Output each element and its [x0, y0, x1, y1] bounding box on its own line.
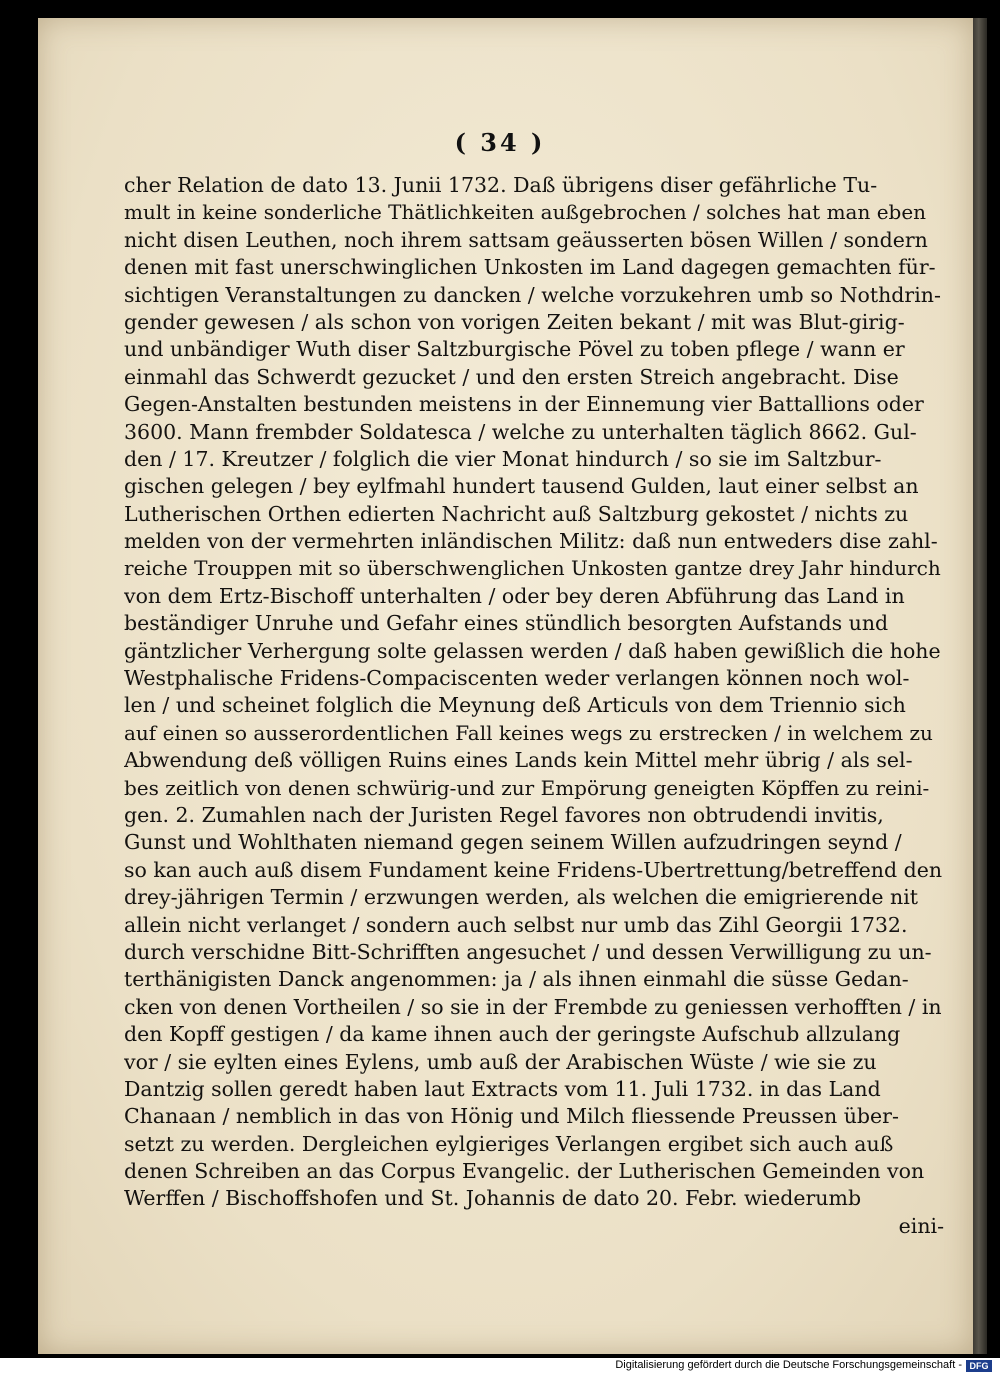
text-line: denen mit fast unerschwinglichen Unkosten im Land dagegen gemachten für- — [124, 255, 936, 280]
text-line: den / 17. Kreutzer / folglich die vier Monat hindurch / so sie im Saltzbur- — [124, 446, 882, 471]
footer-bar — [0, 1358, 1000, 1375]
text-line: gender gewesen / als schon von vorigen Zeiten bekant / mit was Blut-girig- — [124, 309, 905, 334]
text-line: drey-jährigen Termin / erzwungen werden, als welchen die emigrierende nit — [124, 885, 919, 910]
text-line: Gegen-Anstalten bestunden meistens in der Einnemung vier Battallions oder — [124, 392, 924, 417]
page-edge — [973, 18, 987, 1354]
text-line: terthänigisten Danck angenommen: ja / als ihnen einmahl die süsse Gedan- — [124, 967, 909, 992]
text-line: Westphalische Fridens-Compaciscenten weder verlangen können noch wol- — [124, 666, 910, 691]
text-line: auf einen so ausserordentlichen Fall keines wegs zu erstrecken / in welchem zu — [124, 720, 933, 745]
dfg-logo: DFG — [966, 1360, 992, 1372]
text-line: setzt zu werden. Dergleichen eylgieriges Verlangen ergibet sich auch auß — [124, 1131, 894, 1156]
text-line: einmahl das Schwerdt gezucket / und den ersten Streich angebracht. Dise — [124, 364, 899, 389]
text-line: cken von denen Vortheilen / so sie in der Frembde zu geniessen verhofften / in — [124, 994, 942, 1019]
text-line: 3600. Mann frembder Soldatesca / welche zu unterhalten täglich 8662. Gul- — [124, 419, 917, 444]
page-number-header: ( 34 ) — [454, 128, 546, 157]
text-line: Dantzig sollen geredt haben laut Extracts vom 11. Juli 1732. in das Land — [124, 1076, 881, 1101]
text-line: mult in keine sonderliche Thätlichkeiten außgebrochen / solches hat man eben — [124, 200, 927, 225]
text-line: den Kopff gestigen / da kame ihnen auch der geringste Aufschub allzulang — [124, 1022, 901, 1047]
text-line: Abwendung deß völligen Ruins eines Lands kein Mittel mehr übrig / als sel- — [124, 748, 913, 773]
text-line: und unbändiger Wuth diser Saltzburgische Pövel zu toben pflege / wann er — [124, 337, 905, 362]
text-line: gischen gelegen / bey eylfmahl hundert tausend Gulden, laut einer selbst an — [124, 474, 919, 499]
text-line: bes zeitlich von denen schwürig-und zur Empörung geneigten Köpffen zu reini- — [124, 775, 930, 800]
text-line: Gunst und Wohlthaten niemand gegen seinem Willen aufzudringen seynd / — [124, 830, 902, 855]
text-line: gen. 2. Zumahlen nach der Juristen Regel favores non obtrudendi invitis, — [124, 802, 884, 827]
footer-credit: Digitalisierung gefördert durch die Deutsche Forschungsgemeinschaft - — [615, 1359, 962, 1371]
text-line: vor / sie eylten eines Eylens, umb auß der Arabischen Wüste / wie sie zu — [124, 1049, 877, 1074]
text-line: durch verschidne Bitt-Schrifften angesuchet / und dessen Verwilligung zu un- — [124, 939, 932, 964]
body-text — [124, 172, 944, 1240]
text-line: Lutherischen Orthen edierten Nachricht auß Saltzburg gekostet / nichts zu — [124, 501, 909, 526]
text-line: cher Relation de dato 13. Junii 1732. Daß übrigens diser gefährliche Tu- — [124, 173, 878, 197]
text-line: nicht disen Leuthen, noch ihrem sattsam geäusserten bösen Willen / sondern — [124, 227, 928, 252]
text-line: denen Schreiben an das Corpus Evangelic. der Lutherischen Gemeinden von — [124, 1159, 925, 1184]
text-line: melden von der vermehrten inländischen Militz: daß nun entweders dise zahl- — [124, 529, 938, 554]
text-line: len / und scheinet folglich die Meynung deß Articuls von dem Triennio sich — [124, 693, 906, 718]
text-line: so kan auch auß disem Fundament keine Fridens-Ubertrettung/betreffend den — [124, 857, 943, 882]
text-line: reiche Trouppen mit so überschwenglichen Unkosten gantze drey Jahr hindurch — [124, 556, 941, 581]
text-line: beständiger Unruhe und Gefahr eines stündlich besorgten Aufstands und — [124, 611, 889, 636]
text-line: Werffen / Bischoffshofen und St. Johannis de dato 20. Febr. wiederumb — [124, 1186, 862, 1211]
text-line: sichtigen Veranstaltungen zu dancken / welche vorzukehren umb so Nothdrin- — [124, 282, 941, 307]
text-line: gäntzlicher Verhergung solte gelassen werden / daß haben gewißlich die hohe — [124, 638, 941, 663]
text-line: allein nicht verlanget / sondern auch selbst nur umb das Zihl Georgii 1732. — [124, 912, 908, 937]
text-line: von dem Ertz-Bischoff unterhalten / oder bey deren Abführung das Land in — [124, 583, 905, 608]
text-line: Chanaan / nemblich in das von Hönig und Milch fliessende Preussen über- — [124, 1104, 899, 1129]
catchword: eini- — [898, 1213, 944, 1238]
